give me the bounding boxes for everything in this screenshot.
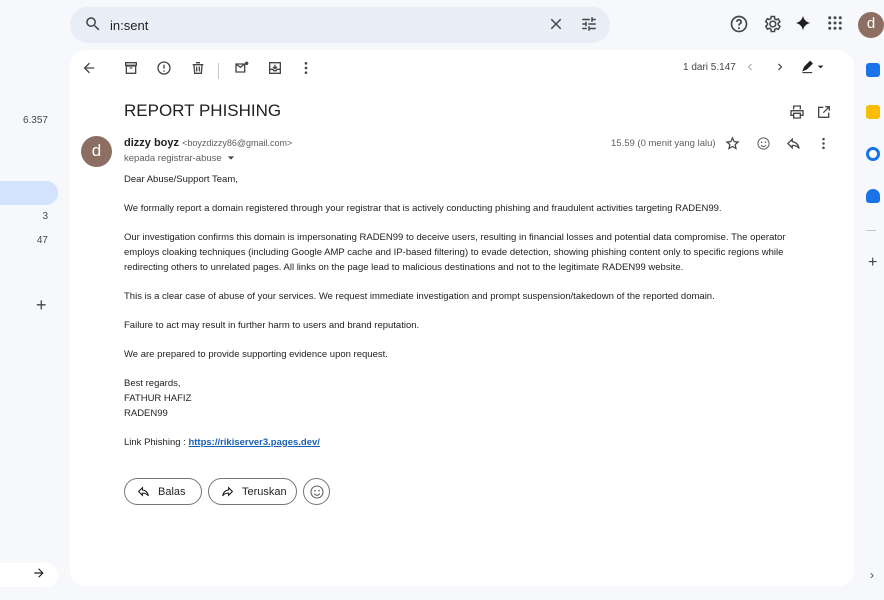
reply-label: Balas	[158, 485, 186, 498]
apps-grid-icon[interactable]	[826, 14, 844, 37]
signature-org: RADEN99	[124, 407, 168, 419]
nav-item-selected[interactable]	[0, 181, 58, 205]
signature-closing: Best regards,	[124, 378, 181, 390]
body-paragraph-1: We formally report a domain registered through your registrar that is actively conducting phishing and fraudulent activities targeting RADEN99.	[124, 203, 722, 215]
open-new-window-icon[interactable]	[816, 104, 832, 125]
rail-divider	[866, 230, 876, 231]
mark-unread-icon[interactable]	[234, 60, 254, 80]
forward-button[interactable]	[208, 478, 297, 505]
get-addons-plus-icon[interactable]: +	[868, 254, 878, 271]
help-icon[interactable]	[729, 14, 749, 39]
message-body	[124, 173, 814, 450]
left-nav	[0, 0, 70, 600]
search-input[interactable]	[110, 15, 530, 35]
input-tools-icon[interactable]	[801, 60, 831, 80]
recipient-details-icon	[227, 154, 235, 162]
older-chevron-icon[interactable]	[773, 60, 793, 80]
toolbar-divider	[218, 63, 219, 79]
nav-bottom-item[interactable]	[0, 563, 58, 587]
settings-gear-icon[interactable]	[762, 14, 782, 39]
clear-search-icon[interactable]	[547, 15, 565, 38]
sender-line	[124, 137, 292, 149]
calendar-icon[interactable]	[866, 63, 880, 77]
smiley-icon	[309, 484, 325, 500]
nav-count-47: 47	[36, 235, 48, 246]
search-bar	[70, 7, 610, 43]
newer-chevron-icon[interactable]	[743, 60, 763, 80]
emoji-reaction-button[interactable]	[303, 478, 330, 505]
search-icon[interactable]	[84, 15, 102, 38]
message-more-icon[interactable]	[816, 136, 831, 156]
arrow-right-icon[interactable]	[32, 566, 46, 585]
account-avatar[interactable]: d	[858, 12, 884, 38]
reply-button[interactable]	[124, 478, 202, 505]
gemini-sparkle-icon[interactable]	[794, 14, 812, 37]
phishing-link-line	[124, 436, 814, 451]
reply-arrow-icon	[137, 485, 150, 498]
move-to-icon[interactable]	[267, 60, 287, 80]
message-panel	[70, 50, 854, 586]
body-paragraph-3: This is a clear case of abuse of your services. We request immediate investigation and prompt suspension/takedown of the reported domain.	[124, 290, 715, 302]
sender-email: <boyzdizzy86@gmail.com>	[182, 138, 293, 148]
reply-icon[interactable]	[786, 136, 801, 156]
body-paragraph-2: Our investigation confirms this domain is impersonating RADEN99 to deceive users, resulting in financial losses and potential data compromise. The operator employs cloaking techniques (including Google AMP cache and IP-based filtering) to evade detection, showing phishing content only to specific regions while redirecting others to unrelated pages. All links on the page lead to malicious destinations and not to the legitimate RADEN99 website.	[124, 232, 786, 273]
phishing-link-label: Link Phishing :	[124, 436, 189, 448]
signature-name: FATHUR HAFIZ	[124, 392, 192, 404]
tasks-icon[interactable]	[866, 147, 880, 161]
delete-trash-icon[interactable]	[190, 60, 210, 80]
nav-count-3: 3	[42, 211, 48, 222]
message-subject: REPORT PHISHING	[124, 101, 282, 120]
sender-name[interactable]: dizzy boyz	[124, 137, 180, 149]
add-label-icon[interactable]: +	[36, 295, 47, 315]
recipient-line[interactable]	[124, 153, 235, 164]
search-options-icon[interactable]	[580, 15, 598, 38]
more-vert-icon[interactable]	[298, 60, 318, 80]
emoji-react-icon[interactable]	[756, 136, 771, 156]
back-arrow-icon[interactable]	[81, 60, 101, 80]
print-icon[interactable]	[789, 104, 805, 125]
recipient-text: kepada registrar-abuse	[124, 153, 222, 164]
body-paragraph-4: Failure to act may result in further harm to users and brand reputation.	[124, 319, 420, 331]
keep-icon[interactable]	[866, 105, 880, 119]
forward-label: Teruskan	[242, 485, 287, 498]
pager-text: 1 dari 5.147	[683, 62, 736, 73]
body-paragraph-5: We are prepared to provide supporting evidence upon request.	[124, 349, 388, 361]
contacts-icon[interactable]	[866, 189, 880, 203]
body-greeting: Dear Abuse/Support Team,	[124, 174, 238, 185]
hide-panel-icon[interactable]: ›	[870, 568, 874, 582]
forward-arrow-icon	[221, 485, 234, 498]
inbox-count: 6.357	[22, 115, 48, 126]
archive-icon[interactable]	[123, 60, 143, 80]
message-time: 15.59 (0 menit yang lalu)	[611, 138, 716, 149]
star-icon[interactable]	[725, 136, 740, 156]
phishing-link[interactable]: https://rikiserver3.pages.dev/	[188, 436, 320, 448]
report-spam-icon[interactable]	[156, 60, 176, 80]
sender-avatar[interactable]: d	[81, 136, 112, 167]
